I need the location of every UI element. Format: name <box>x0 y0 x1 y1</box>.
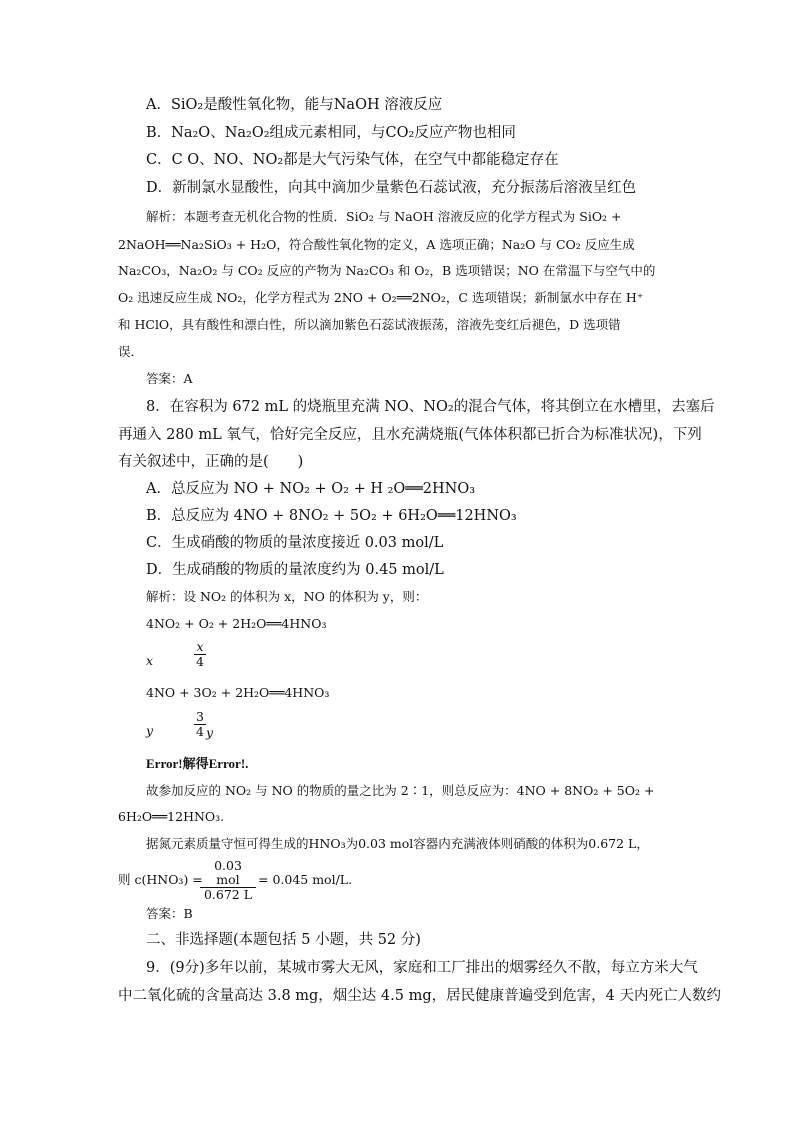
q7-explanation-line: O₂ 迅速反应生成 NO₂，化学方程式为 2NO + O₂══2NO₂，C 选项错误；新制氯水中存在 H⁺ <box>118 290 644 305</box>
q8-error-line: Error!解得Error!. <box>146 756 249 771</box>
fraction-numerator: x <box>194 640 206 655</box>
fraction-numerator: 3 <box>194 710 206 725</box>
q8-equation-2: 4NO + 3O₂ + 2H₂O══4HNO₃ <box>146 685 330 700</box>
q8-equation-1: 4NO₂ + O₂ + 2H₂O══4HNO₃ <box>146 616 327 631</box>
q8-option-c: C．生成硝酸的物质的量浓度接近 0.03 mol/L <box>146 535 444 551</box>
q8-fraction-three-quarters <box>194 710 206 739</box>
q8-conservation-line: 据氮元素质量守恒可得生成的HNO₃为0.03 mol容器内充满液体则硝酸的体积为0.672 L， <box>146 836 649 851</box>
q8-var-y: y <box>146 723 154 738</box>
q7-explanation-line: 2NaOH══Na₂SiO₃ + H₂O，符合酸性氧化物的定义，A 选项正确；Na₂O 与 CO₂ 反应生成 <box>118 237 635 252</box>
q7-explanation-line: Na₂CO₃，Na₂O₂ 与 CO₂ 反应的产物为 Na₂CO₃ 和 O₂，B 选项错误；NO 在常温下与空气中的 <box>118 263 656 278</box>
q9-stem-line: 中二氧化硫的含量高达 3.8 mg，烟尘达 4.5 mg，居民健康普遍受到危害，4 天内死亡人数约 <box>118 988 721 1004</box>
q8-ratio-line: 故参加反应的 NO₂ 与 NO 的物质的量之比为 2∶1，则总反应为：4NO + 8NO₂ + 5O₂ + <box>146 783 655 798</box>
q7-option-c: C．C O、NO、NO₂都是大气污染气体，在空气中都能稳定存在 <box>146 152 559 168</box>
fraction-denominator: 0.672 L <box>203 887 253 902</box>
q7-option-b: B．Na₂O、Na₂O₂组成元素相同，与CO₂反应产物也相同 <box>146 125 516 141</box>
q7-option-a: A．SiO₂是酸性氧化物，能与NaOH 溶液反应 <box>146 97 443 113</box>
q7-explanation-line: 解析：本题考查无机化合物的性质．SiO₂ 与 NaOH 溶液反应的化学方程式为 SiO₂ + <box>146 209 622 224</box>
q8-fraction-suffix: y <box>206 725 214 740</box>
q8-option-d: D．生成硝酸的物质的量浓度约为 0.45 mol/L <box>146 562 444 578</box>
q8-fraction-x-over-4 <box>194 640 206 669</box>
q8-conc-fraction <box>200 859 256 902</box>
q8-conc-prefix: 则 c(HNO₃) = <box>118 872 203 887</box>
fraction-denominator: 4 <box>196 724 204 739</box>
q9-stem-line: 9．(9分)多年以前，某城市雾大无风，家庭和工厂排出的烟雾经久不散，每立方米大气 <box>146 960 698 976</box>
q8-ratio-line: 6H₂O══12HNO₃. <box>118 809 225 824</box>
fraction-numerator: 0.03 mol <box>200 859 256 888</box>
q7-answer: 答案：A <box>146 371 193 386</box>
q7-explanation-line: 和 HClO，具有酸性和漂白性，所以滴加紫色石蕊试液振荡，溶液先变红后褪色，D 选项错 <box>118 317 621 332</box>
q8-stem-line: 8．在容积为 672 mL 的烧瓶里充满 NO、NO₂的混合气体，将其倒立在水槽里，去塞后 <box>146 399 715 415</box>
q8-answer: 答案：B <box>146 906 193 921</box>
q8-var-x: x <box>146 653 154 668</box>
fraction-denominator: 4 <box>196 654 204 669</box>
q7-explanation-line: 误． <box>118 344 144 359</box>
section-title: 二、非选择题(本题包括 5 小题，共 52 分) <box>146 932 421 948</box>
q7-option-d: D．新制氯水显酸性，向其中滴加少量紫色石蕊试液，充分振荡后溶液呈红色 <box>146 180 637 196</box>
q8-explanation-intro: 解析：设 NO₂ 的体积为 x，NO 的体积为 y，则： <box>146 589 428 604</box>
q8-option-a: A．总反应为 NO + NO₂ + O₂ + H ₂O══2HNO₃ <box>146 481 476 497</box>
q8-conc-suffix: = 0.045 mol/L. <box>258 872 353 887</box>
q8-stem-line: 再通入 280 mL 氧气，恰好完全反应，且水充满烧瓶(气体体积都已折合为标准状况)，下列 <box>118 427 702 443</box>
q8-option-b: B．总反应为 4NO + 8NO₂ + 5O₂ + 6H₂O══12HNO₃ <box>146 508 517 524</box>
q8-stem-line: 有关叙述中，正确的是( ) <box>118 454 304 470</box>
